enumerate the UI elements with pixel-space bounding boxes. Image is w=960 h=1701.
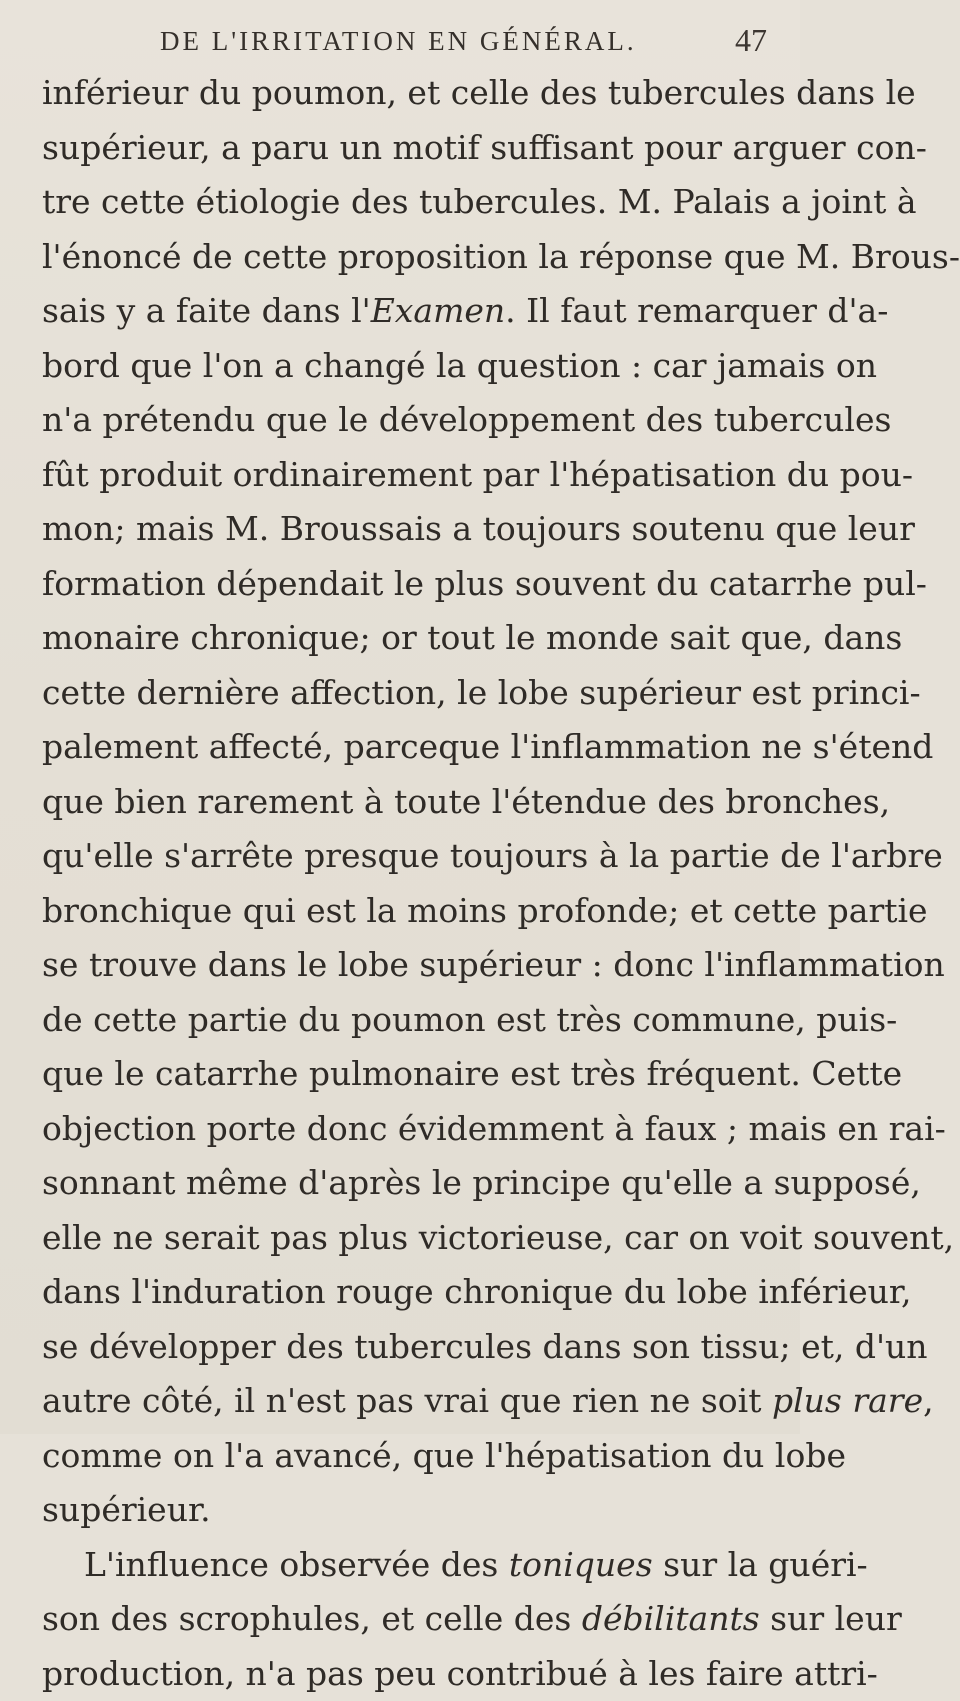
text-line: dans l'induration rouge chronique du lobe inférieur, (42, 1265, 762, 1320)
text-line: se développer des tubercules dans son tissu; et, d'un (42, 1320, 762, 1375)
italic-run: débilitants (582, 1599, 760, 1638)
text-line: n'a prétendu que le développement des tubercules (42, 393, 762, 448)
text-line: inférieur du poumon, et celle des tubercules dans le (42, 66, 762, 121)
text-line: l'énoncé de cette proposition la réponse que M. Brous- (42, 230, 762, 285)
text-line (42, 1592, 762, 1647)
text-line: mon; mais M. Broussais a toujours soutenu que leur (42, 502, 762, 557)
italic-run: plus rare (772, 1381, 923, 1420)
text-run: autre côté, il n'est pas vrai que rien ne soit (42, 1381, 762, 1420)
text-run: . Il faut remarquer d'a- (505, 291, 888, 330)
text-line: se trouve dans le lobe supérieur : donc l'inflammation (42, 938, 762, 993)
text-run: sur leur (770, 1599, 902, 1638)
text-line (42, 1374, 762, 1429)
text-line: monaire chronique; or tout le monde sait que, dans (42, 611, 762, 666)
text-line: tre cette étiologie des tubercules. M. Palais a joint à (42, 175, 762, 230)
text-line: qu'elle s'arrête presque toujours à la partie de l'arbre (42, 829, 762, 884)
text-line: production, n'a pas peu contribué à les faire attri- (42, 1647, 762, 1701)
text-run: sais y a faite dans l' (42, 291, 371, 330)
running-title: DE L'IRRITATION EN GÉNÉRAL. (160, 26, 637, 57)
body-text (42, 66, 762, 1701)
running-head (0, 22, 800, 62)
page-number: 47 (735, 22, 767, 59)
text-line: formation dépendait le plus souvent du catarrhe pul- (42, 557, 762, 612)
text-run: sur la guéri- (663, 1545, 868, 1584)
text-line: objection porte donc évidemment à faux ; mais en rai- (42, 1102, 762, 1157)
text-line: supérieur. (42, 1483, 762, 1538)
text-line (42, 284, 762, 339)
text-line: que le catarrhe pulmonaire est très fréquent. Cette (42, 1047, 762, 1102)
text-line: que bien rarement à toute l'étendue des bronches, (42, 775, 762, 830)
text-run: , (923, 1381, 934, 1420)
text-run: son des scrophules, et celle des (42, 1599, 571, 1638)
text-line: sonnant même d'après le principe qu'elle a supposé, (42, 1156, 762, 1211)
text-line: elle ne serait pas plus victorieuse, car on voit souvent, (42, 1211, 762, 1266)
text-line: palement affecté, parceque l'inflammation ne s'étend (42, 720, 762, 775)
text-line: cette dernière affection, le lobe supérieur est princi- (42, 666, 762, 721)
italic-run: Examen (371, 291, 505, 330)
italic-run: toniques (509, 1545, 653, 1584)
text-line: comme on l'a avancé, que l'hépatisation du lobe (42, 1429, 762, 1484)
text-line: supérieur, a paru un motif suffisant pour arguer con- (42, 121, 762, 176)
text-line: fût produit ordinairement par l'hépatisation du pou- (42, 448, 762, 503)
text-line: bronchique qui est la moins profonde; et cette partie (42, 884, 762, 939)
text-line (42, 1538, 762, 1593)
text-line: bord que l'on a changé la question : car jamais on (42, 339, 762, 394)
text-line: de cette partie du poumon est très commune, puis- (42, 993, 762, 1048)
text-run: L'influence observée des (84, 1545, 498, 1584)
